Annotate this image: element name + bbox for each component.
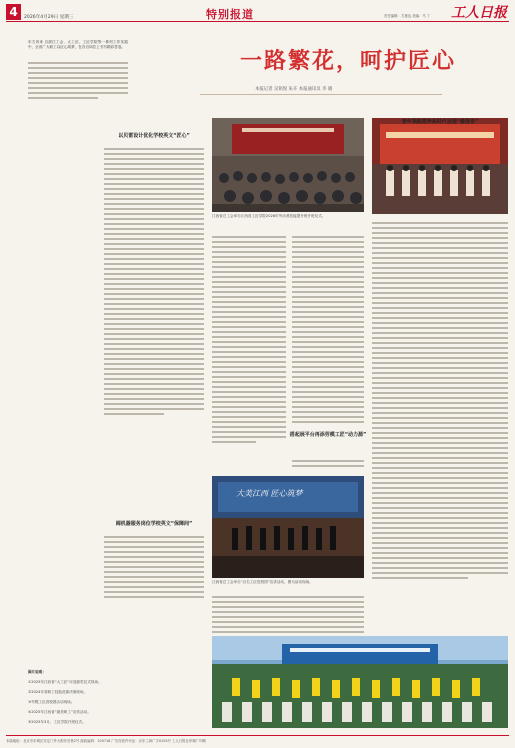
- photo-outdoor-event: [212, 636, 508, 728]
- header-rule: [6, 21, 509, 22]
- column-1-text-a: [104, 148, 204, 428]
- subhead-2: 阔机器服务岗位学校英文“保障间”: [115, 521, 193, 527]
- column-4-text: [372, 222, 508, 442]
- column-3: [289, 236, 367, 456]
- note-1: ①2025年江西省“大工匠”评选颁奖仪式现场。: [28, 680, 102, 684]
- column-0: [28, 132, 98, 662]
- note-3: ③劳模工匠进校园活动现场。: [28, 700, 75, 704]
- title-rule: [200, 94, 442, 95]
- issue-date: 2026年4月29日 星期三: [24, 15, 74, 20]
- award-stage-icon: [372, 118, 508, 214]
- lead-box: [28, 40, 128, 110]
- photo-award-event: [372, 118, 508, 214]
- subhead-1: 以贝雷设计优化学校英文“匠心”: [118, 133, 190, 139]
- header-bar: [6, 4, 509, 20]
- footer-text: 本版地址：北京市东城区安定门外大街东后巷2号 邮政编码：100718 广告经营许可证：京东工商广字0103号 工人日报社印刷厂印刷: [6, 739, 206, 743]
- byline: 本报记者 吴铭悦 朱卉 本报通讯员 李 晓: [255, 87, 333, 92]
- column-2-lower: [292, 460, 364, 474]
- photo-classroom: [212, 118, 364, 212]
- note-2: ②2024年省职工技能竞赛决赛现场。: [28, 690, 88, 694]
- outdoor-event-icon: [212, 636, 508, 728]
- lead-lines: [28, 62, 128, 108]
- notes-box: [28, 670, 128, 728]
- subhead-3: 搭起展平台再添劳模工匠“动力源”: [289, 432, 367, 438]
- subhead-4: 青年领航搭奔高时代呈现“最强音”: [401, 119, 479, 125]
- column-1: [104, 132, 204, 602]
- classroom-scene-icon: [212, 118, 364, 212]
- page-number: 4: [6, 4, 21, 20]
- note-5: ⑤2025年3月，工匠学院开班仪式。: [28, 720, 86, 724]
- column-2: [212, 236, 286, 456]
- notes-title: 图片说明：: [28, 670, 46, 674]
- photo-3-caption: 江西省总工会举办“百名工匠进校园”宣讲活动，图为活动现场。: [212, 580, 313, 584]
- column-1-text-b: [104, 536, 204, 601]
- column-4-lower: [372, 432, 508, 592]
- photo-concert: [212, 476, 364, 578]
- photo-1-caption: 江西省总工会举办江西省工匠学院2026年劳动者技能提升班开班仪式。: [212, 214, 326, 218]
- masthead-logo: 工人日报: [451, 5, 507, 21]
- section-name: 特别报道: [206, 8, 254, 21]
- page-title: 一路繁花，呵护匠心: [240, 48, 457, 74]
- note-4: ④2025年江西省“最美职工”宣传活动。: [28, 710, 91, 714]
- lead-text: 东方风来 自浙江工会、大工匠、工匠学院等一系列工作实践中，全省广大职工以匠心筑梦，在各自岗位上书写精彩答卷。: [28, 40, 128, 49]
- footer-rule: [6, 735, 509, 736]
- editor-line: 责任编辑：方惠达 美编：马 丁: [384, 14, 431, 18]
- banner-text: 大美江西 匠心筑梦: [236, 489, 303, 498]
